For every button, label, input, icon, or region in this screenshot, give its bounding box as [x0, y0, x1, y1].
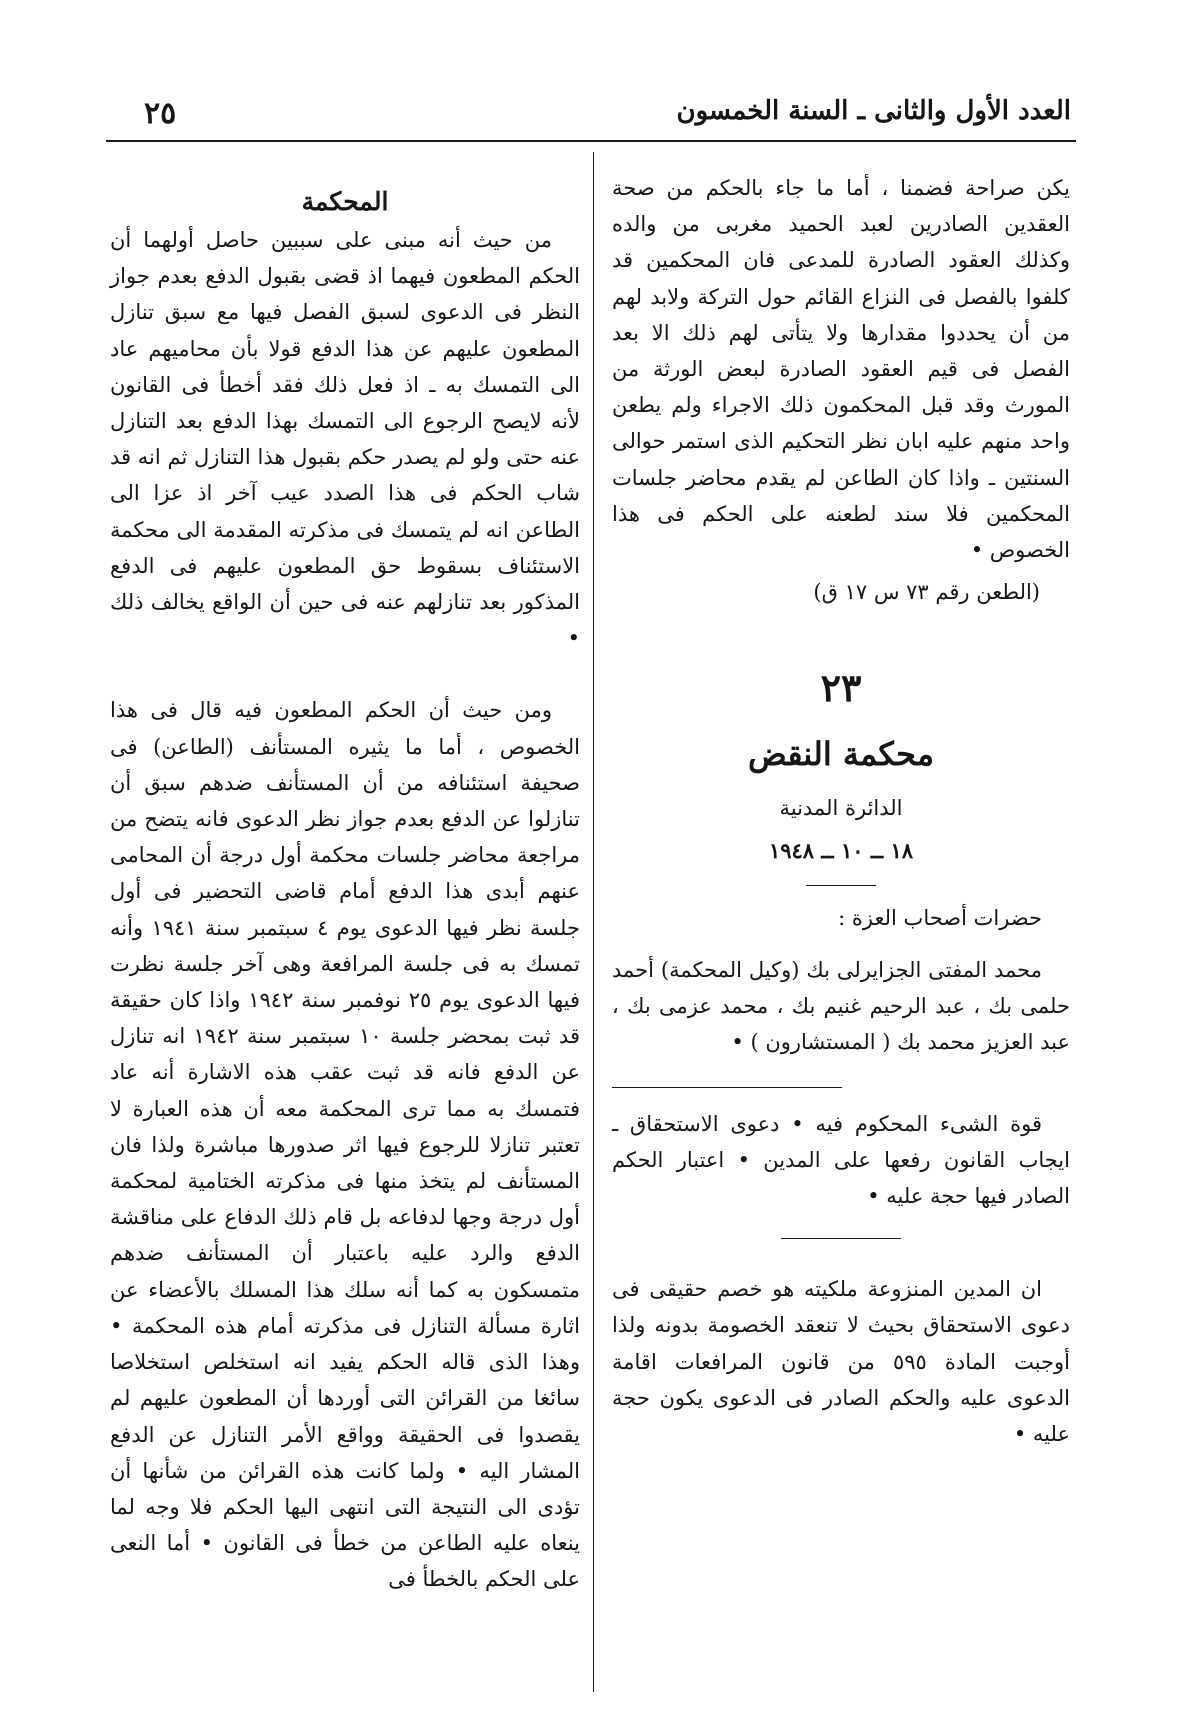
ruling-date: ١٨ ــ ١٠ ــ ١٩٤٨: [768, 837, 914, 863]
header-divider: [106, 140, 1076, 142]
case-number: ٢٣: [820, 665, 862, 711]
circuit-name: الدائرة المدنية: [779, 796, 903, 821]
running-title: العدد الأول والثانى ـ السنة الخمسون: [676, 96, 1071, 126]
body-paragraph: من حيث أنه مبنى على سببين حاصل أولهما أن الحكم المطعون فيهما اذ قضى بقبول الدفع بعدم جواز النظر فى الدعوى لسبق الفصل فيها مع سبق تنازل المطعون عليهم عن هذا الدفع قولا بأن محاميهم عاد الى التمسك به ـ اذ فعل ذلك فقد أخطأ فى القانون لأنه لايصح الرجوع الى التمسك بهذا الدفع بعد التنازل عنه حتى ولو لم يصدر حكم بقبول هذا التنازل ثم انه قد شاب الحكم فى هذا الصدد عيب آخر اذ عزا الى الطاعن انه لم يتمسك فى مذكرته المقدمة الى محكمة الاستئناف بسقوط حق المطعون عليهم فى الدفع المذكور بعد تنازلهم عنه فى حين أن الواقع يخالف ذلك •: [110, 228, 580, 651]
attendees-list: محمد المفتى الجزايرلى بك (وكيل المحكمة) أحمد حلمى بك ، عبد الرحيم غنيم بك ، محمد عزمى بك ، عبد العزيز محمد بك ( المستشارون ) •: [612, 958, 1070, 1055]
left-column: [110, 182, 580, 1598]
right-column: [612, 170, 1070, 1452]
section-heading: المحكمة: [301, 187, 389, 216]
column-divider: [593, 152, 594, 1692]
headnote: قوة الشىء المحكوم فيه • دعوى الاستحقاق ـ ايجاب القانون رفعها على المدين • اعتبار الحكم الصادر فيها حجة عليه •: [612, 1111, 1070, 1209]
section-divider: [806, 885, 876, 886]
section-divider: [612, 1087, 842, 1088]
page-number: ٢٥: [144, 96, 177, 131]
appeal-reference: (الطعن رقم ٧٣ س ١٧ ق): [813, 580, 1040, 605]
continued-paragraph: يكن صراحة فضمنا ، أما ما جاء بالحكم من صحة العقدين الصادرين لعبد الحميد مغربى من والده وكذلك العقود الصادرة للمدعى فان المحكمين قد كلفوا بالفصل فى النزاع القائم حول التركة ولابد لهم من أن يحددوا مقدارها ولا يتأتى لهم ذلك الا بعد الفصل فى قيم العقود الصادرة لبعض الورثة من المورث وقد قبل المحكمون ذلك الاجراء ولم يطعن واحد منهم عليه ابان نظر التحكيم الذى استمر حوالى السنتين ـ واذا كان الطاعن لم يقدم محاضر جلسات المحكمين فلا سند لطعنه على الحكم فى هذا الخصوص •: [612, 176, 1070, 563]
page-header: [106, 96, 1076, 136]
court-title: محكمة النقض: [748, 735, 934, 774]
section-divider: [781, 1238, 901, 1239]
legal-principle: ان المدين المنزوعة ملكيته هو خصم حقيقى فى دعوى الاستحقاق بحيث لا تنعقد الخصومة بدونه ولذا أوجبت المادة ٥٩٥ من قانون المرافعات اقامة الدعوى عليه والحكم الصادر فى الدعوى يكون حجة عليه •: [612, 1277, 1070, 1447]
attendees-intro: حضرات أصحاب العزة :: [838, 905, 1042, 930]
body-paragraph: ومن حيث أن الحكم المطعون فيه قال فى هذا الخصوص ، أما ما يثيره المستأنف (الطاعن) فى صحيفة استئنافه من أن المستأنف ضدهم سبق أن تنازلوا عن الدفع بعدم جواز نظر الدعوى فانه يتضح من مراجعة محاضر جلسات محكمة أول درجة أن المحامى عنهم أبدى هذا الدفع أمام قاضى التحضير فى أول جلسة نظر فيها الدعوى يوم ٤ سبتمبر سنة ١٩٤١ وأنه تمسك به فى جلسة المرافعة وهى آخر جلسة نظرت فيها الدعوى يوم ٢٥ نوفمبر سنة ١٩٤٢ واذا كان حقيقة قد ثبت بمحضر جلسة ١٠ سبتمبر سنة ١٩٤٢ انه تنازل عن الدفع فانه قد ثبت عقب هذه الاشارة أنه عاد فتمسك به مما ترى المحكمة معه أن هذه العبارة لا تعتبر تنازلا للرجوع فيها اثر صدورها مباشرة ولذا فان المستأنف لم يتخذ منها فى مذكرته الختامية لمحكمة أول درجة وجها لدفاعه بل قام ذلك الدفاع على مناقشة الدفع والرد عليه باعتبار أن المستأنف ضدهم متمسكون به كما أنه سلك هذا المسلك بالأعضاء عن اثارة مسألة التنازل فى مذكرته أمام هذه المحكمة • وهذا الذى قاله الحكم يفيد انه استخلص استخلاصا سائغا من القرائن التى أوردها أن المطعون عليهم لم يقصدوا فى الحقيقة وواقع الأمر التنازل عن الدفع المشار اليه • ولما كانت هذه القرائن من شأنها أن تؤدى الى النتيجة التى انتهى اليها الحكم فلا وجه لما ينعاه عليه الطاعن من خطأ فى القانون • أما النعى على الحكم بالخطأ فى: [110, 698, 580, 1592]
